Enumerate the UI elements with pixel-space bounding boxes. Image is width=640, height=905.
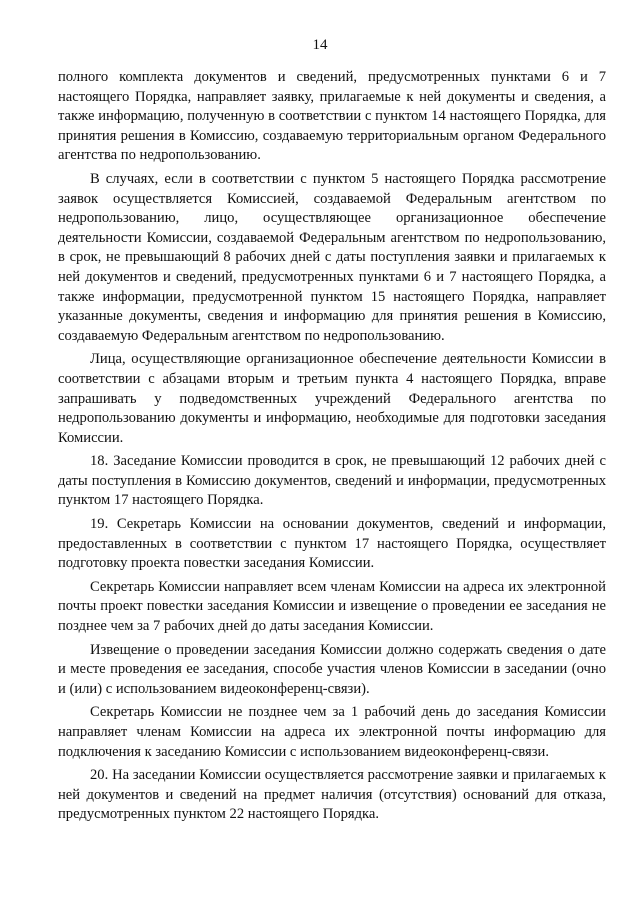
paragraph-review-by-federal-agency: В случаях, если в соответствии с пунктом 5 настоящего Порядка рассмотрение заявок осуществляется Комиссией, создаваемой Федеральным агентством по недропользованию, лицо, осуществляющее организационное обеспечение деятельности Комиссии, создаваемой Федеральным агентством по недропользованию, в срок, не превышающий 8 рабочих дней с даты поступления заявки и прилагаемых к ней документов и сведений, предусмотренных пунктами 6 и 7 настоящего Порядка, а также информации, предусмотренной пунктом 15 настоящего Порядка, направляет указанные документы, сведения и информацию для принятия решения в Комиссию, создаваемую Федеральным агентством по недропользованию.: [58, 170, 606, 344]
paragraph-item-19: 19. Секретарь Комиссии на основании документов, сведений и информации, предоставленных в соответствии с пунктом 17 настоящего Порядка, осуществляет подготовку проекта повестки заседания Комиссии.: [58, 516, 606, 572]
paragraph-document-requests: Лица, осуществляющие организационное обеспечение деятельности Комиссии в соответствии с абзацами вторым и третьим пункта 4 настоящего Порядка, вправе запрашивать у подведомственных учреждений Федерального агентства по недропользованию документы и информацию, необходимые для подготовки заседания Комиссии.: [58, 351, 606, 446]
paragraph-videoconference-info: Секретарь Комиссии не позднее чем за 1 рабочий день до заседания Комиссии направляет членам Комиссии на адреса их электронной почты информацию для подключения к заседанию Комиссии с использованием видеоконференц-связи.: [58, 704, 606, 760]
page-number: 14: [312, 37, 328, 53]
paragraph-continuation: полного комплекта документов и сведений, предусмотренных пунктами 6 и 7 настоящего Порядка, направляет заявку, прилагаемые к ней документы и сведения, а также информацию, полученную в соответствии с пунктом 14 настоящего Порядка, для принятия решения в Комиссию, создаваемую территориальным органом Федерального агентства по недропользованию.: [58, 69, 606, 164]
paragraph-item-20: 20. На заседании Комиссии осуществляется рассмотрение заявки и прилагаемых к ней документов и сведений на предмет наличия (отсутствия) оснований для отказа, предусмотренных пунктом 22 настоящего Порядка.: [58, 767, 606, 823]
paragraph-meeting-notice: Извещение о проведении заседания Комиссии должно содержать сведения о дате и месте проведения ее заседания, способе участия членов Комиссии в заседании (очно и (или) с использованием видеоконференц-связи).: [58, 641, 606, 697]
document-body: [58, 68, 606, 825]
paragraph-item-18: 18. Заседание Комиссии проводится в срок, не превышающий 12 рабочих дней с даты поступления в Комиссию документов, сведений и информации, предусмотренных пунктом 17 настоящего Порядка.: [58, 453, 606, 509]
paragraph-agenda-distribution: Секретарь Комиссии направляет всем членам Комиссии на адреса их электронной почты проект повестки заседания Комиссии и извещение о проведении ее заседания не позднее чем за 7 рабочих дней до даты заседания Комиссии.: [58, 578, 606, 635]
